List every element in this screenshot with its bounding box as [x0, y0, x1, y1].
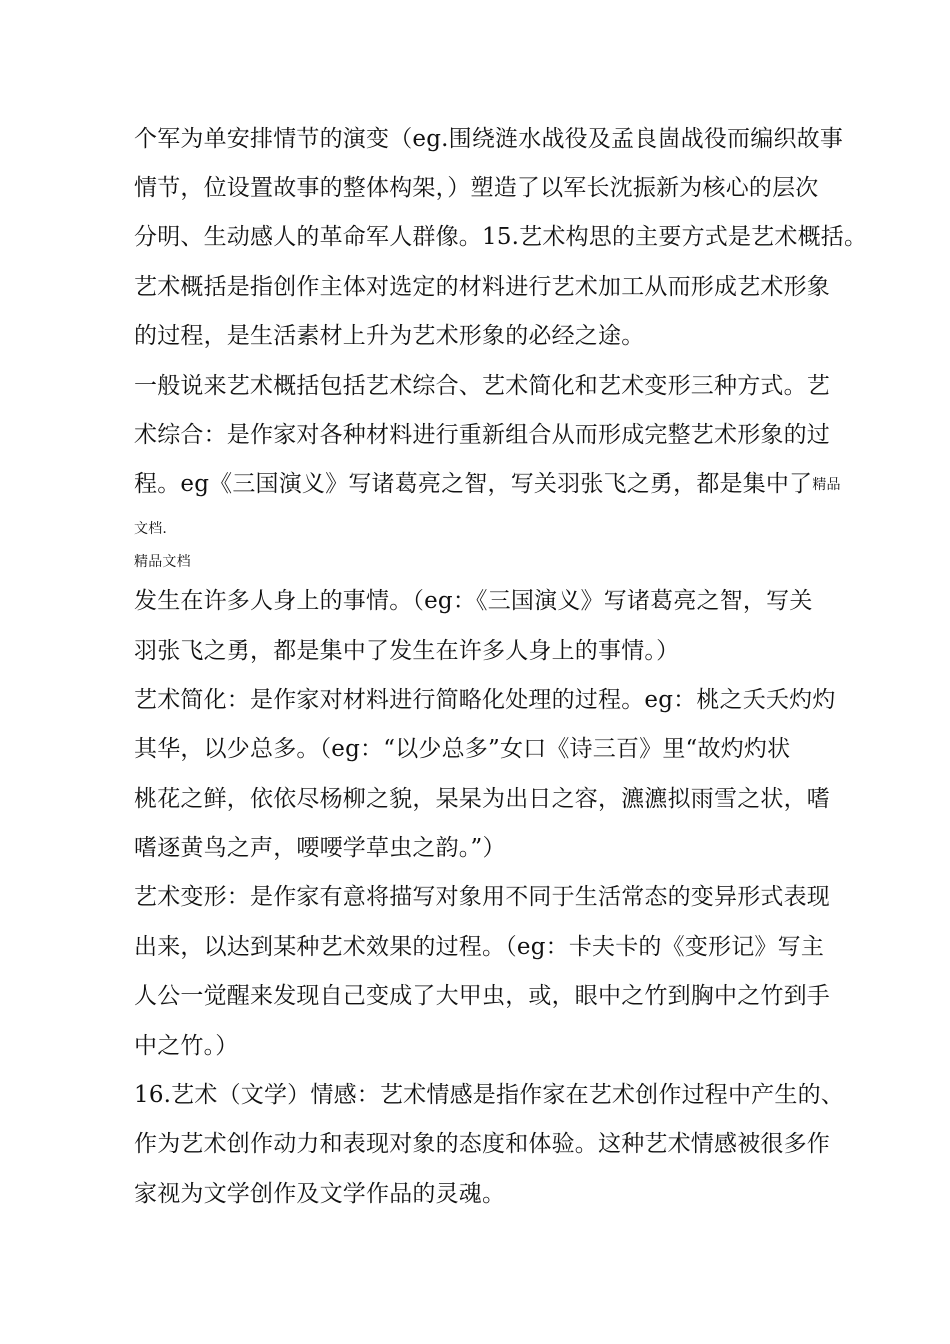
- text-line: 的过程，是生活素材上升为艺术形象的必经之途。: [134, 323, 645, 349]
- footer-note: 文档.: [134, 521, 168, 537]
- text-line-content: 程。eg《三国演义》写诸葛亮之智，写关羽张飞之勇，都是集中了: [134, 471, 813, 497]
- header-note: 精品文档: [134, 554, 191, 570]
- text-line: 艺术概括是指创作主体对选定的材料进行艺术加工从而形成艺术形象: [134, 274, 830, 300]
- text-line: 艺术简化：是作家对材料进行简略化处理的过程。eg：桃之夭夭灼灼: [134, 687, 836, 713]
- text-line: 作为艺术创作动力和表现对象的态度和体验。这种艺术情感被很多作: [134, 1131, 830, 1157]
- text-line: 嗜逐黄鸟之声，喓喓学草虫之韵。”）: [134, 835, 506, 861]
- text-line: 情节，位设置故事的整体构架，）塑造了以军长沈振新为核心的层次: [134, 175, 819, 201]
- text-line: [134, 469, 841, 499]
- text-line: 中之竹。）: [134, 1033, 239, 1059]
- text-line: 分明、生动感人的革命军人群像。15.艺术构思的主要方式是艺术概括。: [134, 224, 868, 250]
- text-line: 发生在许多人身上的事情。（eg：《三国演义》写诸葛亮之智，写关: [134, 588, 813, 614]
- text-line: 术综合：是作家对各种材料进行重新组合从而形成完整艺术形象的过: [134, 422, 830, 448]
- text-line: 16.艺术（文学）情感：艺术情感是指作家在艺术创作过程中产生的、: [134, 1082, 844, 1108]
- text-line: 其华，以少总多。（eg：“以少总多”女口《诗三百》里“故灼灼状: [134, 736, 791, 762]
- text-line: 人公一觉醒来发现自己变成了大甲虫，或，眼中之竹到胸中之竹到手: [134, 983, 830, 1009]
- text-line: 家视为文学创作及文学作品的灵魂。: [134, 1181, 506, 1207]
- text-line: 羽张飞之勇，都是集中了发生在许多人身上的事情。）: [134, 638, 680, 664]
- text-line: 个军为单安排情节的演变（eg.围绕涟水战役及孟良崮战役而编织故事: [134, 126, 844, 152]
- text-line: 艺术变形：是作家有意将描写对象用不同于生活常态的变异形式表现: [134, 884, 830, 910]
- text-line: 桃花之鲜，依依尽杨柳之貌，杲杲为出日之容，瀌瀌拟雨雪之状，嗜: [134, 786, 830, 812]
- text-line: 出来，以达到某种艺术效果的过程。（eg：卡夫卡的《变形记》写主: [134, 934, 825, 960]
- inline-watermark-note: 精品: [812, 477, 841, 493]
- text-line: 一般说来艺术概括包括艺术综合、艺术简化和艺术变形三种方式。艺: [134, 373, 830, 399]
